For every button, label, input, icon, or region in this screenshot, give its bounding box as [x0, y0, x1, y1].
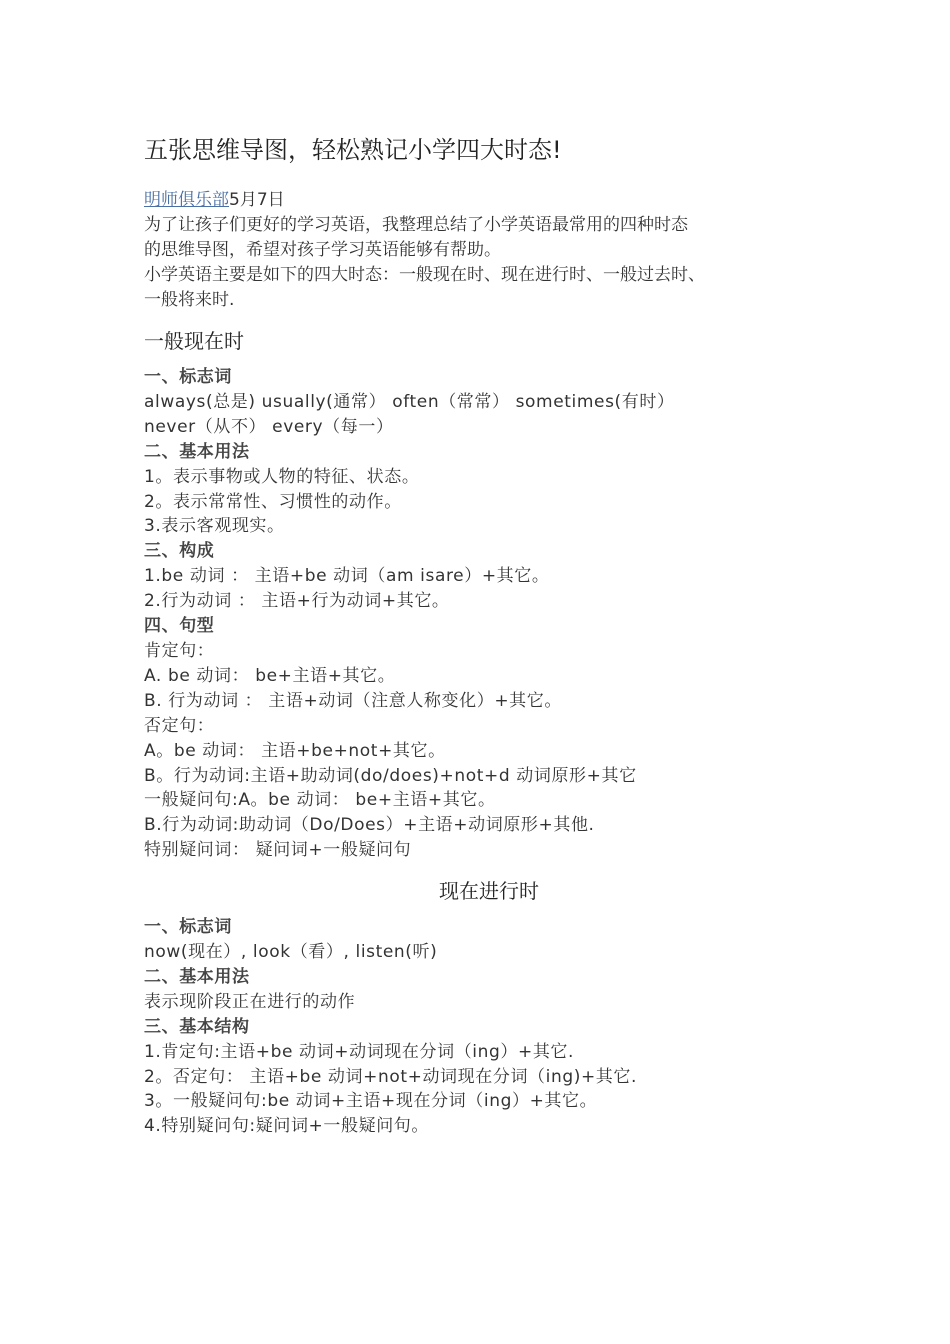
section-title: 现在进行时: [439, 879, 539, 904]
content-line: 3。一般疑问句:be 动词+主语+现在分词（ing）+其它。: [144, 1091, 598, 1112]
content-line: 1.肯定句:主语+be 动词+动词现在分词（ing）+其它.: [144, 1041, 575, 1062]
content-line: 2。表示常常性、习惯性的动作。: [144, 491, 402, 512]
content-line: B.行为动词:助动词（Do/Does）+主语+动词原形+其他.: [144, 815, 595, 836]
content-line: always(总是) usually(通常） often（常常） sometimes(有时）: [144, 391, 675, 412]
content-line: B. 行为动词 ： 主语+动词（注意人称变化）+其它。: [144, 690, 562, 711]
content-line: 2.行为动词 ： 主语+行为动词+其它。: [144, 591, 450, 612]
content-line: 特别疑问词： 疑问词+一般疑问句: [144, 840, 412, 861]
content-line: 3.表示客观现实。: [144, 516, 285, 537]
intro-block: [144, 213, 834, 313]
content-line: 1.be 动词 ： 主语+be 动词（am isare）+其它。: [144, 566, 550, 587]
intro-line: 小学英语主要是如下的四大时态：一般现在时、现在进行时、一般过去时、: [144, 265, 705, 285]
subheading: 二、基本用法: [144, 966, 250, 987]
content-line: 肯定句：: [144, 640, 215, 661]
content-line: now(现在）, look（看）, listen(听): [144, 942, 438, 963]
section-present-continuous: [144, 877, 834, 1139]
subheading: 一、标志词: [144, 367, 232, 387]
content-line: 4.特别疑问句:疑问词+一般疑问句。: [144, 1116, 429, 1137]
content-line: B。行为动词:主语+助动词(do/does)+not+d 动词原形+其它: [144, 765, 637, 786]
content-line: 表示现阶段正在进行的动作: [144, 991, 356, 1012]
subheading: 一、标志词: [144, 917, 232, 938]
subheading: 二、基本用法: [144, 441, 250, 462]
content-line: A。be 动词： 主语+be+not+其它。: [144, 740, 446, 761]
content-line: 2。否定句： 主语+be 动词+not+动词现在分词（ing)+其它.: [144, 1066, 638, 1087]
content-line: 一般疑问句:A。be 动词： be+主语+其它。: [144, 790, 496, 811]
section-lines: [144, 365, 834, 863]
content-line: never（从不） every（每一）: [144, 416, 394, 437]
subheading: 三、基本结构: [144, 1016, 250, 1037]
subheading: 四、句型: [144, 616, 215, 637]
intro-line: 为了让孩子们更好的学习英语，我整理总结了小学英语最常用的四种时态: [144, 215, 688, 235]
intro-line: 的思维导图，希望对孩子学习英语能够有帮助。: [144, 240, 501, 260]
intro-line: 一般将来时.: [144, 290, 235, 310]
publish-date: 5月7日: [229, 190, 285, 210]
article-title: 五张思维导图，轻松熟记小学四大时态!: [144, 136, 562, 164]
author-link[interactable]: 明师俱乐部: [144, 190, 229, 210]
content-line: 否定句：: [144, 715, 215, 736]
section-simple-present: [144, 327, 834, 863]
section-title: 一般现在时: [144, 329, 244, 353]
section-lines: [144, 915, 834, 1139]
content-line: 1。表示事物或人物的特征、状态。: [144, 466, 420, 487]
subheading: 三、构成: [144, 541, 215, 562]
document-page: [144, 132, 834, 1139]
article-meta: [144, 188, 834, 213]
content-line: A. be 动词： be+主语+其它。: [144, 665, 396, 686]
